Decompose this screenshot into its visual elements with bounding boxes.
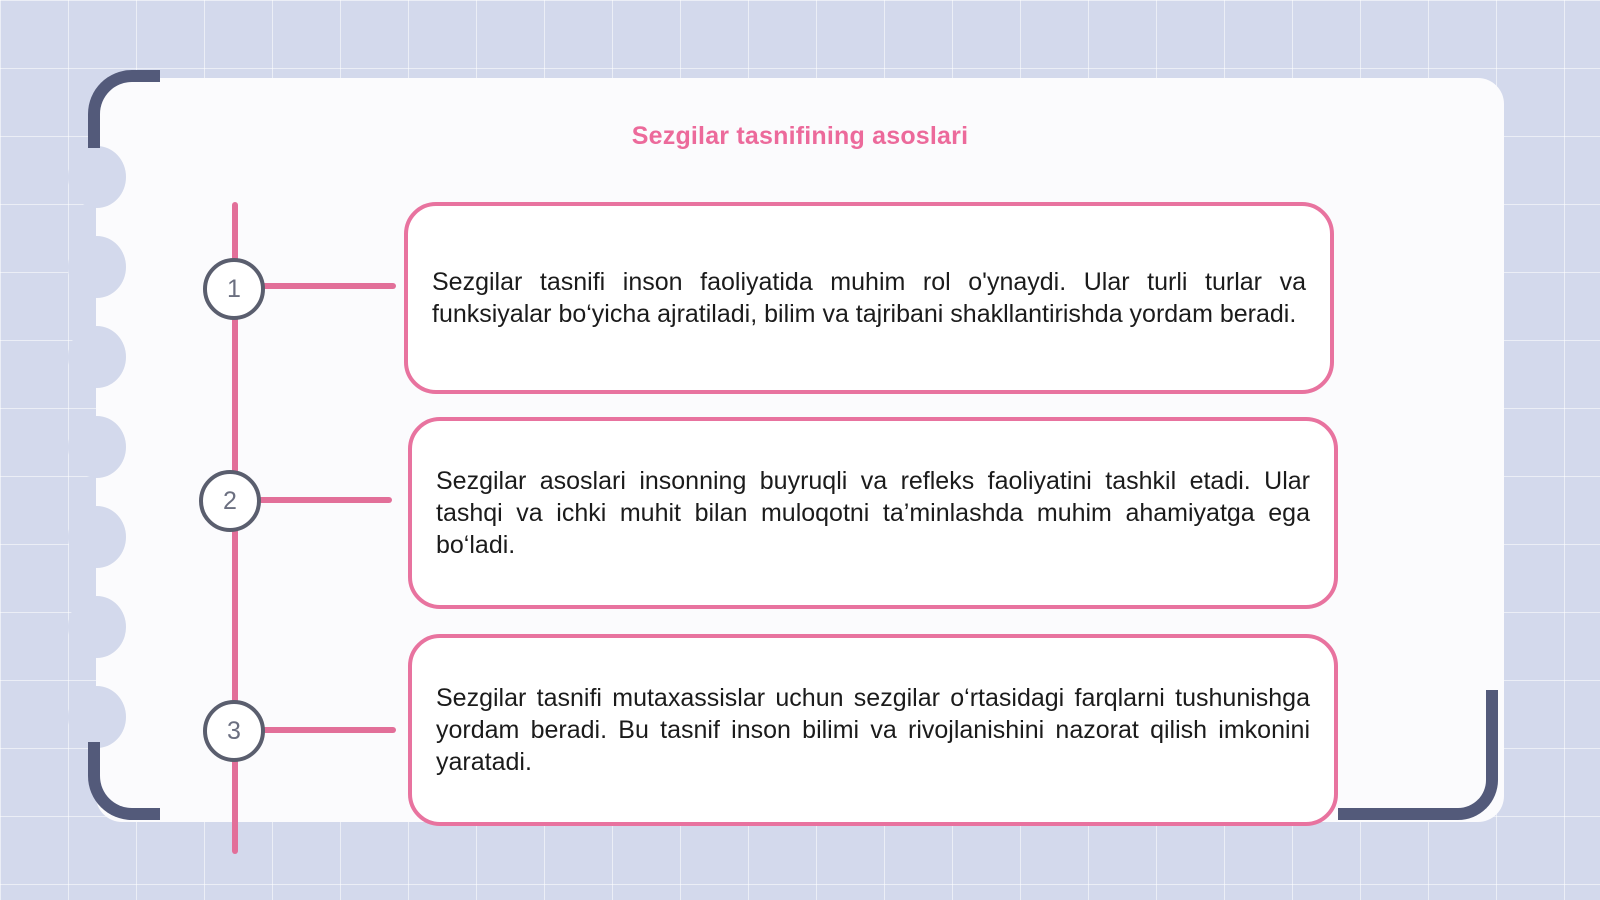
- info-card-3: [408, 634, 1338, 826]
- info-card-2: [408, 417, 1338, 609]
- binder-hole: [68, 506, 126, 568]
- info-card-1: [404, 202, 1334, 394]
- step-number-1: 1: [203, 258, 265, 320]
- timeline-connector: [258, 497, 392, 503]
- binder-hole: [68, 596, 126, 658]
- corner-bracket-bottom-right: [1338, 690, 1498, 820]
- binder-hole: [68, 146, 126, 208]
- info-card-text: Sezgilar tasnifi inson faoliyatida muhim rol o'ynaydi. Ular turli turlar va funksiyalar bo‘yicha ajratiladi, bilim va tajribani shakllantirishda yordam beradi.: [432, 268, 1306, 328]
- info-card-text: Sezgilar asoslari insonning buyruqli va refleks faoliyatini tashkil etadi. Ular tashqi va ichki muhit bilan muloqotni ta’minlashda muhim ahamiyatga ega bo‘ladi.: [436, 467, 1310, 559]
- step-number-3: 3: [203, 700, 265, 762]
- binder-hole: [68, 686, 126, 748]
- timeline-connector: [262, 283, 396, 289]
- timeline-connector: [262, 727, 396, 733]
- binder-hole: [68, 236, 126, 298]
- info-card-text: Sezgilar tasnifi mutaxassislar uchun sezgilar o‘rtasidagi farqlarni tushunishga yordam beradi. Bu tasnif inson bilimi va rivojlanishini nazorat qilish imkonini yaratadi.: [436, 684, 1310, 776]
- binder-hole: [68, 416, 126, 478]
- step-number-2: 2: [199, 470, 261, 532]
- binder-hole: [68, 326, 126, 388]
- slide-title: Sezgilar tasnifining asoslari: [631, 122, 969, 150]
